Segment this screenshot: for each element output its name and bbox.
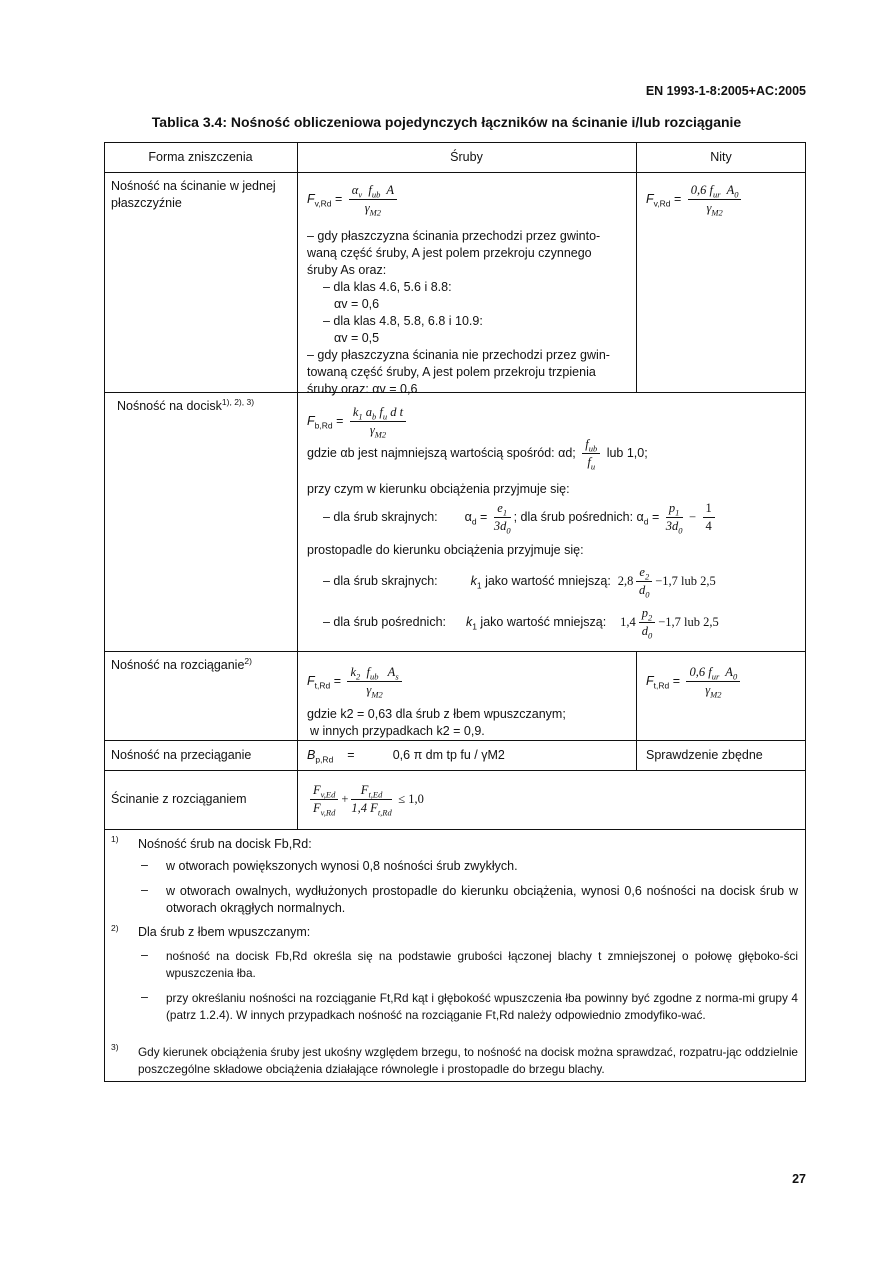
formula-tension-rivet: $F_{t,Rd}$ = $\frac{0,6 f_{ur} A_0}{\gamma_{M2}}$ — [646, 664, 743, 699]
bearing-perp-text: prostopadle do kierunku obciążenia przyjmuje się: — [307, 543, 584, 557]
footnote-mark-1: 1) — [111, 834, 119, 844]
footnote-2a: nośność na docisk Fb,Rd określa się na podstawie grubości łączonej blachy t zmniejszonej o połowę głęboko-ści wpuszczenia łba. — [166, 949, 798, 980]
standard-code: EN 1993-1-8:2005+AC:2005 — [645, 84, 806, 98]
bearing-alpha-d: – dla śrub skrajnych: $\alpha_d$ = $\frac{e_1}{3d_0}$ ; dla śrub pośrednich: $\alpha_d$ = $\frac{p_1}{3d_0}$ − $\frac{1}{4}$ — [323, 500, 718, 535]
col-header-rivets: Nity — [710, 150, 732, 164]
footnote-3: Gdy kierunek obciążenia śruby jest ukośny względem brzegu, to nośność na docisk można sprawdzać, rozpatru-jąc oddzielnie poszczególne składowe obciążenia działające równolegle i prostopadle do brzegu blachy. — [138, 1045, 798, 1076]
formula-tension-bolt: $F_{t,Rd}$ = $\frac{k_2 f_{ub} A_s}{\gamma_{M2}}$ — [307, 664, 405, 699]
punching-rivet-text: Sprawdzenie zbędne — [646, 748, 763, 762]
footnote-1a: w otworach powiększonych wynosi 0,8 nośności śrub zwykłych. — [166, 859, 518, 873]
footnote-2b: przy określaniu nośności na rozciąganie Ft,Rd kąt i głębokość wpuszczenia łba powinny być zgodne z norma-mi grupy 4 (patrz 1.2.4). W innych przypadkach nośność na rozciąganie Ft,Rd należy odpowiednio zmodyfiko-wać. — [166, 991, 798, 1022]
col-header-bolts: Śruby — [450, 150, 483, 164]
bearing-k1-edge: – dla śrub skrajnych: $k_1$ jako wartość mniejszą: 2,8 $\frac{e_2}{d_0}$ −1,7 lub 2,5 — [323, 565, 716, 600]
footnote-2b-dash: – — [141, 990, 148, 1004]
shear-bolt-conditions: – gdy płaszczyzna ścinania przechodzi przez gwinto- waną część śruby, A jest polem przekroju czynnego śruby As oraz: – dla klas 4.6, 5.6 i 8.8: αv = 0,6 – dla klas 4.8, 5.8, 6.8 i 10.9: αv = 0,5 – gdy płaszczyzna ścinania nie przechodzi przez gwin- towaną część śruby, A jest polem przekroju trzpienia śruby oraz: αv = 0,6 — [307, 229, 610, 396]
bearing-alpha-b: gdzie αb jest najmniejszą wartością spośród: αd; $\frac{f_{ub}}{f_u}$ lub 1,0; — [307, 437, 648, 472]
page-number: 27 — [792, 1172, 806, 1186]
bearing-direction-text: przy czym w kierunku obciążenia przyjmuje się: — [307, 482, 570, 496]
footnote-1b-dash: – — [141, 883, 148, 897]
row-label-tension: Nośność na rozciąganie$^{2)}$ — [111, 656, 252, 672]
formula-combined: $\frac{F_{v,Ed}}{F_{v,Rd}}$ + $\frac{F_{t,Ed}}{1,4 F_{t,Rd}}$ ≤ 1,0 — [307, 782, 424, 817]
row-label-shear: Nośność na ścinanie w jednej płaszczyźnie — [111, 179, 276, 210]
formula-bearing: $F_{b,Rd}$ = $\frac{k_1 a_b f_u d t}{\gamma_{M2}}$ — [307, 404, 409, 439]
footnote-1a-dash: – — [141, 858, 148, 872]
bearing-k1-inner: – dla śrub pośrednich: $k_1$ jako wartość mniejszą: 1,4 $\frac{p_2}{d_0}$ −1,7 lub 2,5 — [323, 606, 719, 641]
row-label-combined: Ścinanie z rozciąganiem — [111, 792, 247, 806]
footnote-1: Nośność śrub na docisk Fb,Rd: — [138, 837, 312, 851]
tension-where: gdzie k2 = 0,63 dla śrub z łbem wpuszczanym; w innych przypadkach k2 = 0,9. — [307, 707, 566, 738]
footnote-mark-3: 3) — [111, 1042, 119, 1052]
row-label-punching: Nośność na przeciąganie — [111, 748, 252, 762]
formula-punching: $B_{p,Rd}$ = 0,6 π dm tp fu / γM2 — [307, 748, 505, 765]
formula-shear-bolt: $F_{v,Rd}$ = $\frac{\alpha_v f_{ub} A}{\gamma_{M2}}$ — [307, 182, 400, 217]
formula-shear-rivet: $F_{v,Rd}$ = $\frac{0,6 f_{ur} A_0}{\gamma_{M2}}$ — [646, 182, 744, 217]
resistance-table — [104, 142, 806, 1082]
footnote-2a-dash: – — [141, 948, 148, 962]
col-header-failure-mode: Forma zniszczenia — [148, 150, 253, 164]
footnote-mark-2: 2) — [111, 923, 119, 933]
footnote-2: Dla śrub z łbem wpuszczanym: — [138, 925, 311, 939]
table-title: Tablica 3.4: Nośność obliczeniowa pojedynczych łączników na ścinanie i/lub rozciąganie — [151, 114, 742, 130]
row-label-bearing: Nośność na docisk$^{1), 2), 3)}$ — [117, 397, 255, 413]
footnote-1b: w otworach owalnych, wydłużonych prostopadle do kierunku obciążenia, wynosi 0,6 nośności na docisk śrub w otworach okrągłych normalnych. — [166, 884, 798, 915]
